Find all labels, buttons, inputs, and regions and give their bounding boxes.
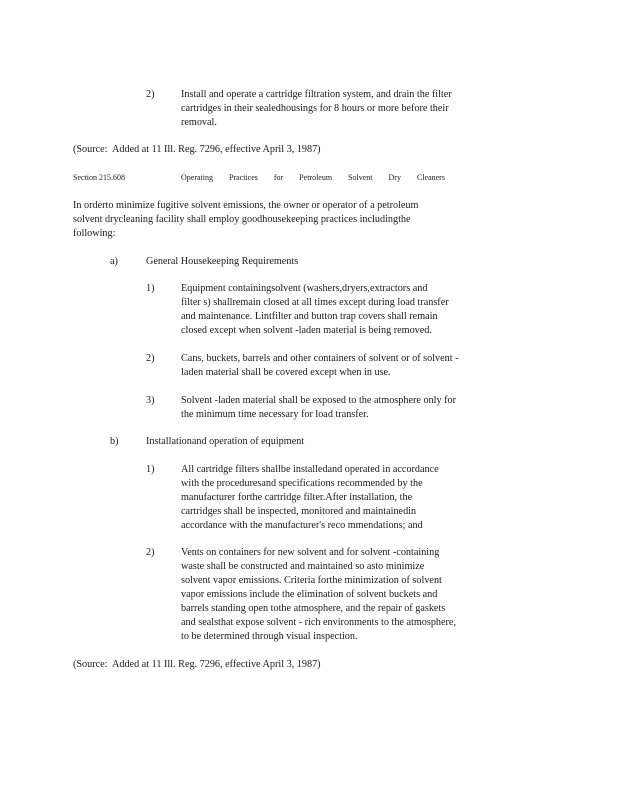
paragraph-line: vapor emissions include the elimination of solvent buckets and	[181, 589, 438, 600]
paragraph-line: barrels standing open tothe atmosphere, and the repair of gaskets	[181, 603, 446, 614]
item-number: 2)	[146, 353, 155, 364]
paragraph-line: filter s) shallremain closed at all times except during load transfer	[181, 297, 449, 308]
intro-line: In orderto minimize fugitive solvent emissions, the owner or operator of a petroleum	[73, 200, 419, 211]
section-title: Operating Practices for Petroleum Solvent Dry Cleaners	[181, 173, 445, 182]
subsection-letter: b)	[110, 436, 119, 447]
paragraph-line: manufacturer forthe cartridge filter.After installation, the	[181, 492, 413, 503]
item-number: 1)	[146, 464, 155, 475]
paragraph-line: Cans, buckets, barrels and other containers of solvent or of solvent -	[181, 353, 459, 364]
intro-line: solvent drycleaning facility shall employ goodhousekeeping practices includingthe	[73, 214, 411, 225]
source-note: (Source: Added at 11 Ill. Reg. 7296, effective April 3, 1987)	[73, 659, 321, 670]
paragraph-line: and sealsthat expose solvent - rich environments to the atmosphere,	[181, 617, 456, 628]
section-number: Section 215.608	[73, 173, 125, 182]
paragraph-line: removal.	[181, 117, 217, 128]
paragraph-line: Install and operate a cartridge filtration system, and drain the filter	[181, 89, 452, 100]
paragraph-line: cartridges shall be inspected, monitored and maintainedin	[181, 506, 417, 517]
paragraph-line: solvent vapor emissions. Criteria forthe minimization of solvent	[181, 575, 442, 586]
source-note: (Source: Added at 11 Ill. Reg. 7296, effective April 3, 1987)	[73, 144, 321, 155]
paragraph-line: Equipment containingsolvent (washers,dryers,extractors and	[181, 283, 428, 294]
paragraph-line: with the proceduresand specifications recommended by the	[181, 478, 423, 489]
item-number: 1)	[146, 283, 155, 294]
paragraph-line: waste shall be constructed and maintained so asto minimize	[181, 561, 425, 572]
item-number: 2)	[146, 89, 155, 100]
paragraph-line: cartridges in their sealedhousings for 8 hours or more before their	[181, 103, 449, 114]
paragraph-line: closed except when solvent -laden material is being removed.	[181, 325, 432, 336]
item-number: 3)	[146, 395, 155, 406]
subsection-title: Installationand operation of equipment	[146, 436, 305, 447]
paragraph-line: laden material shall be covered except when in use.	[181, 367, 391, 378]
item-number: 2)	[146, 547, 155, 558]
paragraph-line: and maintenance. Lintfilter and button trap covers shall remain	[181, 311, 438, 322]
subsection-title: General Housekeeping Requirements	[146, 256, 299, 267]
subsection-letter: a)	[110, 256, 118, 267]
paragraph-line: the minimum time necessary for load transfer.	[181, 409, 369, 420]
paragraph-line: to be determined through visual inspection.	[181, 631, 358, 642]
paragraph-line: All cartridge filters shallbe installedand operated in accordance	[181, 464, 439, 475]
paragraph-line: Solvent -laden material shall be exposed to the atmosphere only for	[181, 395, 456, 406]
paragraph-line: accordance with the manufacturer's reco mmendations; and	[181, 520, 423, 531]
intro-line: following:	[73, 228, 116, 239]
paragraph-line: Vents on containers for new solvent and for solvent -containing	[181, 547, 440, 558]
